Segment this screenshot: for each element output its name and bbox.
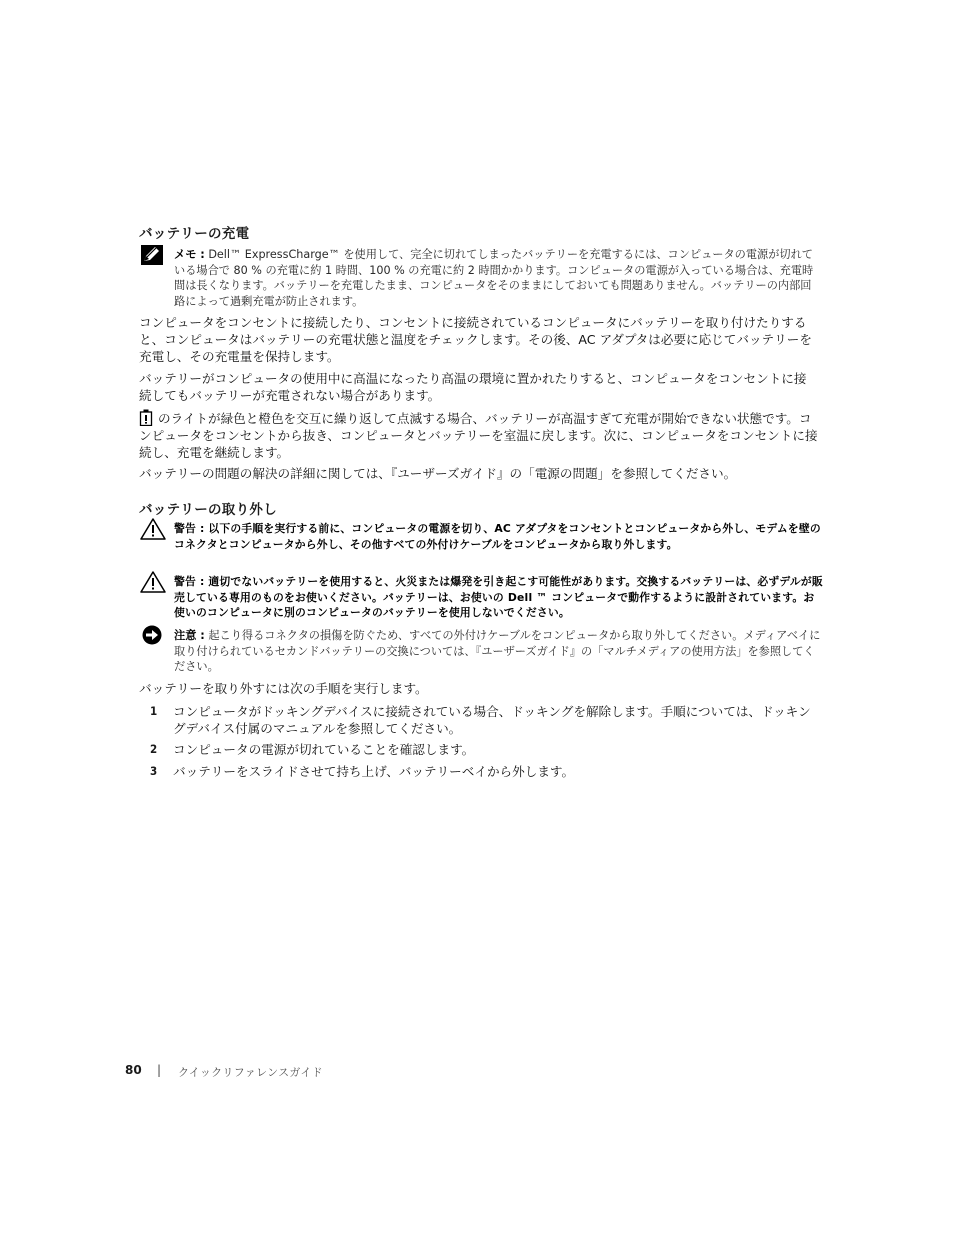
note-label: メモ : [174,248,205,261]
step-text: コンピュータがドッキングデバイスに接続されている場合、ドッキングを解除します。手順については、ドッキングデバイス付属のマニュアルを参照してください。 [173,704,811,736]
footer-separator: | [157,1063,162,1077]
paragraph-charging-1: コンピュータをコンセントに接続したり、コンセントに接続されているコンピュータにバッテリーを取り付けたりすると、コンピュータはバッテリーの充電状態と温度をチェックします。その後、AC アダプタは必要に応じてバッテリーを充電し、その充電量を保持します。 [139,315,812,364]
note-pencil-icon [141,245,163,265]
paragraph-charging-3 [139,409,819,461]
battery-icon [139,409,153,426]
section-heading-charging: バッテリーの充電 [139,226,250,242]
note-body: Dell™ ExpressCharge™ を使用して、完全に切れてしまったバッテリーを充電するには、コンピュータの電源が切れている場合で 80 % の充電に約 1 時間、100 % の充電に約 2 時間かかります。コンピュータの電源が入っている場合は、充電時間は長くなります。バッテリーを充電したまま、コンピュータをそのままにしておいても問題ありません。バッテリーの内部回路によって過剰充電が防止されます。 [174,248,814,308]
step-number: 3 [150,764,158,778]
steps-intro: バッテリーを取り外すには次の手順を実行します。 [139,681,428,696]
caution-label: 注意 : [174,629,205,642]
caution-text [174,628,824,675]
step-text: コンピュータの電源が切れていることを確認します。 [173,742,475,757]
step-number: 2 [150,742,158,756]
step-number: 1 [150,704,158,718]
caution-arrow-icon [142,625,162,645]
caution-body: 起こり得るコネクタの損傷を防ぐため、すべての外付けケーブルをコンピュータから取り外してください。メディアベイに取り付けられているセカンドバッテリーの交換については、『ユーザーズガイド』の「マルチメディアの使用方法」を参照してください。 [174,629,821,674]
paragraph-charging-3-text: のライトが緑色と橙色を交互に繰り返して点滅する場合、バッテリーが高温すぎて充電が開始できない状態です。コンピュータをコンセントから抜き、コンピュータとバッテリーを室温に戻します。次に、コンピュータをコンセントに接続し、充電を継続します。 [139,411,818,460]
section-heading-removal: バッテリーの取り外し [139,502,277,518]
paragraph-charging-2: バッテリーがコンピュータの使用中に高温になったり高温の環境に置かれたりすると、コンピュータをコンセントに接続してもバッテリーが充電されない場合があります。 [139,371,807,403]
paragraph-charging-4: バッテリーの問題の解決の詳細に関しては、『ユーザーズガイド』の「電源の問題」を参照してください。 [139,466,737,481]
step-text: バッテリーをスライドさせて持ち上げ、バッテリーベイから外します。 [173,764,575,779]
note-text [174,247,822,309]
page-number: 80 [125,1063,142,1077]
warning-triangle-icon [139,570,167,594]
footer-title: クイックリファレンスガイド [178,1066,323,1079]
warning-text-2: 警告 : 適切でないバッテリーを使用すると、火災または爆発を引き起こす可能性があります。交換するバッテリーは、必ずデルが販売している専用のものをお使いください。バッテリーは、お使いの Dell ™ コンピュータで動作するように設計されています。お使いのコンピュータに別のコンピュータのバッテリーを使用しないでください。 [174,575,823,620]
warning-text-1: 警告 : 以下の手順を実行する前に、コンピュータの電源を切り、AC アダプタをコンセントとコンピュータから外し、モデムを壁のコネクタとコンピュータから外し、その他すべての外付けケーブルをコンピュータから取り外します。 [174,522,821,551]
warning-triangle-icon [139,517,167,541]
